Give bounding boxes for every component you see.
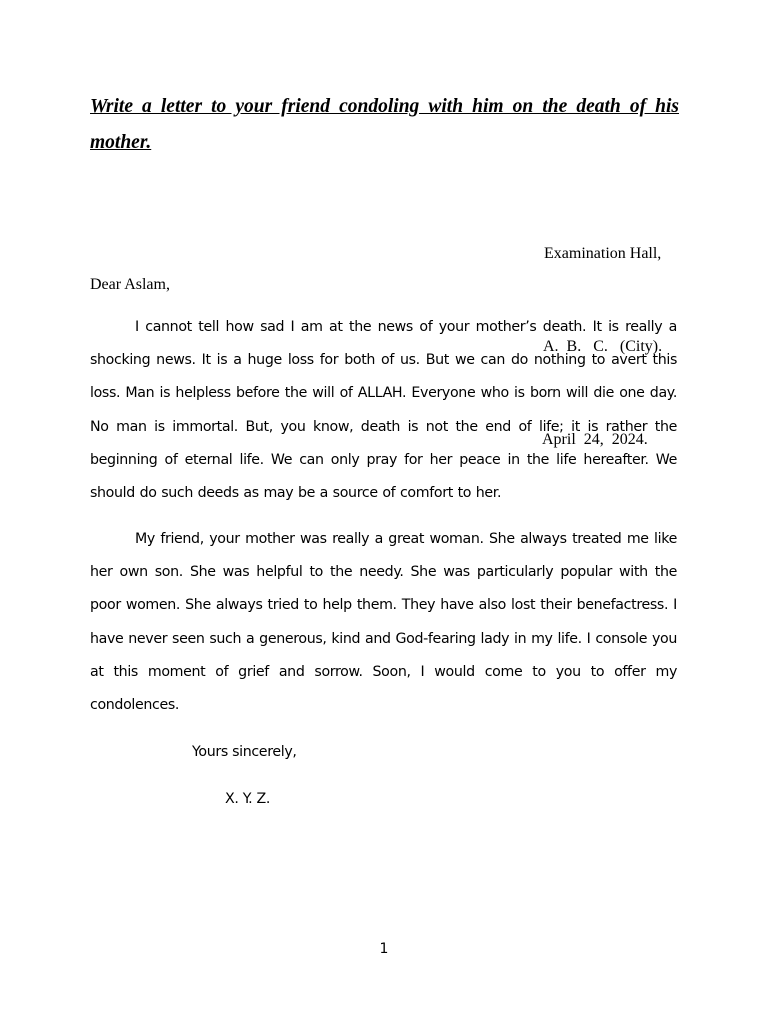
signature: X. Y. Z. [225,791,270,807]
body-paragraph-2: My friend, your mother was really a great woman. She always treated me like her own son. She was helpful to the needy. She was particularly popular with the poor women. She always tried to help them. They have also lost their benefactress. I have never seen such a generous, kind and God-fearing lady in my life. I console you at this moment of grief and sorrow. Soon, I would come to you to offer my condolences. [90,531,677,714]
letter-heading: Write a letter to your friend condoling with him on the death of his mother. [90,96,679,153]
salutation: Dear Aslam, [90,276,170,293]
address-line-city: A. B. C. (City). [543,338,663,355]
body-paragraph-1: I cannot tell how sad I am at the news of your mother’s death. It is really a shocking news. It is a huge loss for both of us. But we can do nothing to avert this loss. Man is helpless before the will of ALLAH. Everyone who is born will die one day. No man is immortal. But, you know, death is not the end of life; it is rather the beginning of eternal life. We can only pray for her peace in the life hereafter. We should do such deeds as may be a source of comfort to her. [90,319,677,502]
address-line-date: April 24, 2024. [542,431,648,448]
page-number: 1 [379,941,389,957]
closing: Yours sincerely, [192,744,297,760]
address-line-place: Examination Hall, [544,245,662,262]
